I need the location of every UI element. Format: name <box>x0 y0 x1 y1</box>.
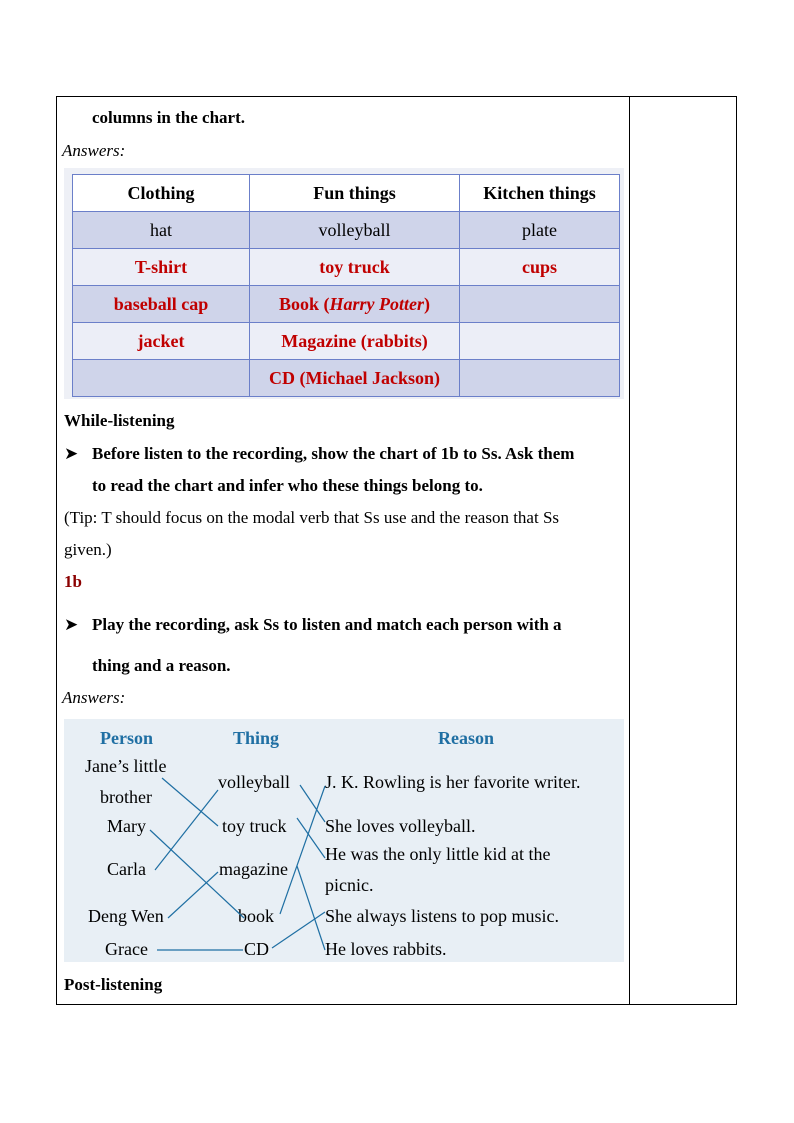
header-fun-things: Fun things <box>250 175 460 212</box>
cell-cd: CD (Michael Jackson) <box>250 360 460 397</box>
column-divider <box>629 96 630 1005</box>
header-thing: Thing <box>233 728 280 748</box>
cell-empty <box>460 286 620 323</box>
tip-line2: given.) <box>64 540 112 559</box>
table-row <box>73 286 620 323</box>
table-row <box>73 249 620 286</box>
person-deng-wen: Deng Wen <box>88 906 164 926</box>
cell-toy-truck: toy truck <box>250 249 460 286</box>
book-title: Harry Potter <box>329 293 424 314</box>
reason-pop-music: She always listens to pop music. <box>325 906 559 926</box>
bullet1-line1: Before listen to the recording, show the chart of 1b to Ss. Ask them <box>92 444 575 463</box>
person-brother: brother <box>100 787 152 807</box>
cell-empty <box>73 360 250 397</box>
cell-magazine: Magazine (rabbits) <box>250 323 460 360</box>
book-text: Book ( <box>278 293 330 314</box>
thing-volleyball: volleyball <box>218 772 290 792</box>
reason-volleyball: She loves volleyball. <box>325 816 476 836</box>
bullet2-line1: Play the recording, ask Ss to listen and match each person with a <box>92 615 562 634</box>
person-janes-little: Jane’s little <box>85 756 167 776</box>
cell-empty <box>460 323 620 360</box>
thing-book: book <box>238 906 274 926</box>
label-1b: 1b <box>64 572 82 591</box>
arrow-bullet-icon: ➤ <box>64 615 79 634</box>
post-listening-heading: Post-listening <box>64 975 163 994</box>
person-carla: Carla <box>107 859 146 879</box>
answers-label-2: Answers: <box>62 688 126 707</box>
chart-header-row <box>73 175 620 212</box>
bullet1-line2: to read the chart and infer who these things belong to. <box>92 476 483 495</box>
thing-cd: CD <box>244 939 270 959</box>
cell-empty <box>460 360 620 397</box>
cell-tshirt: T-shirt <box>73 249 250 286</box>
cell-volleyball: volleyball <box>250 212 460 249</box>
cell-plate: plate <box>460 212 620 249</box>
cell-book <box>250 286 460 323</box>
reason-picnic: picnic. <box>325 875 374 895</box>
header-kitchen-things: Kitchen things <box>460 175 620 212</box>
arrow-bullet-icon: ➤ <box>64 444 79 463</box>
answers-label: Answers: <box>62 141 126 160</box>
header-clothing: Clothing <box>73 175 250 212</box>
table-row <box>73 323 620 360</box>
items-chart <box>72 174 620 397</box>
reason-rabbits: He loves rabbits. <box>325 939 447 959</box>
tip-line1: (Tip: T should focus on the modal verb that Ss use and the reason that Ss <box>64 508 560 527</box>
table-row <box>73 360 620 397</box>
cell-hat: hat <box>73 212 250 249</box>
reason-little-kid: He was the only little kid at the <box>325 844 551 864</box>
cell-jacket: jacket <box>73 323 250 360</box>
columns-line: columns in the chart. <box>92 108 245 127</box>
book-paren: ) <box>424 293 430 314</box>
header-reason: Reason <box>438 728 495 748</box>
table-row <box>73 212 620 249</box>
person-grace: Grace <box>105 939 148 959</box>
thing-magazine: magazine <box>219 859 288 879</box>
bullet2-line2: thing and a reason. <box>92 656 231 675</box>
reason-rowling: J. K. Rowling is her favorite writer. <box>325 772 581 792</box>
header-person: Person <box>100 728 153 748</box>
cell-baseball-cap: baseball cap <box>73 286 250 323</box>
while-listening-heading: While-listening <box>64 411 175 430</box>
cell-cups: cups <box>460 249 620 286</box>
thing-toy-truck: toy truck <box>222 816 287 836</box>
person-mary: Mary <box>107 816 146 836</box>
